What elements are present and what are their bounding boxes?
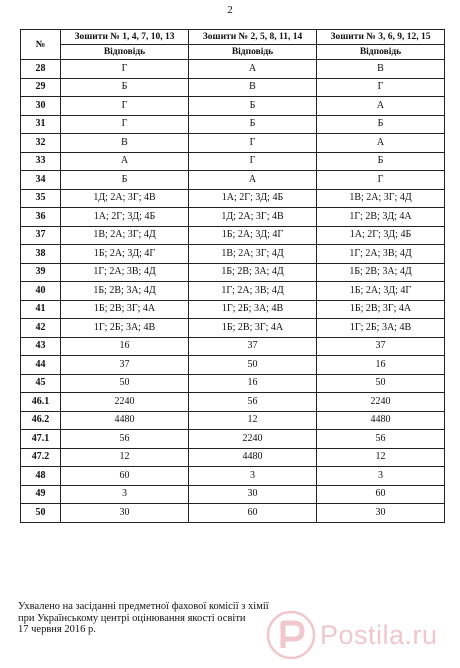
table-row [21, 134, 445, 153]
table-row [21, 263, 445, 282]
answer-cell-variant-3: В [317, 60, 445, 79]
question-number: 43 [21, 337, 61, 356]
table-row [21, 245, 445, 264]
question-number: 49 [21, 485, 61, 504]
table-subheader-row [21, 45, 445, 60]
table-row [21, 411, 445, 430]
answer-cell-variant-2: 37 [189, 337, 317, 356]
answer-cell-variant-2: А [189, 60, 317, 79]
table-row [21, 393, 445, 412]
answer-cell-variant-2: Г [189, 152, 317, 171]
header-variant-1: Зошити № 1, 4, 7, 10, 13 [61, 30, 189, 45]
answer-cell-variant-2: В [189, 78, 317, 97]
answer-cell-variant-1: 60 [61, 467, 189, 486]
table-row [21, 282, 445, 301]
question-number: 28 [21, 60, 61, 79]
answer-cell-variant-2: 1А; 2Г; 3Д; 4Б [189, 189, 317, 208]
postila-logo-icon [266, 610, 316, 660]
page-number: 2 [227, 4, 233, 16]
answer-cell-variant-3: Б [317, 152, 445, 171]
answer-cell-variant-2: Г [189, 134, 317, 153]
answer-cell-variant-1: Г [61, 115, 189, 134]
table-row [21, 78, 445, 97]
answer-cell-variant-2: 1Б; 2В; 3А; 4Д [189, 263, 317, 282]
answer-cell-variant-2: Б [189, 115, 317, 134]
table-row [21, 467, 445, 486]
answer-cell-variant-3: 3 [317, 467, 445, 486]
answer-cell-variant-3: Г [317, 171, 445, 190]
answer-cell-variant-1: 1Б; 2А; 3Д; 4Г [61, 245, 189, 264]
answer-cell-variant-1: 1Б; 2В; 3Г; 4А [61, 300, 189, 319]
question-number: 39 [21, 263, 61, 282]
approval-line-1: Ухвалено на засіданні предметної фахової комісії з хімії [18, 601, 269, 612]
answer-cell-variant-3: Б [317, 115, 445, 134]
answer-cell-variant-3: 50 [317, 374, 445, 393]
answer-cell-variant-3: 1Г; 2Б; 3А; 4В [317, 319, 445, 338]
answer-cell-variant-1: 1А; 2Г; 3Д; 4Б [61, 208, 189, 227]
answer-cell-variant-3: А [317, 97, 445, 116]
answer-cell-variant-1: 1Д; 2А; 3Г; 4В [61, 189, 189, 208]
question-number: 48 [21, 467, 61, 486]
answer-cell-variant-3: 4480 [317, 411, 445, 430]
question-number: 42 [21, 319, 61, 338]
subheader-answer: Відповідь [189, 45, 317, 60]
answer-cell-variant-2: 1В; 2А; 3Г; 4Д [189, 245, 317, 264]
table-row [21, 356, 445, 375]
answer-cell-variant-2: 30 [189, 485, 317, 504]
question-number: 46.2 [21, 411, 61, 430]
answer-cell-variant-2: 12 [189, 411, 317, 430]
question-number: 32 [21, 134, 61, 153]
answer-cell-variant-2: 1Б; 2А; 3Д; 4Г [189, 226, 317, 245]
answer-cell-variant-1: 2240 [61, 393, 189, 412]
answer-cell-variant-3: 12 [317, 448, 445, 467]
question-number: 40 [21, 282, 61, 301]
answer-key-table [20, 29, 445, 523]
table-row [21, 97, 445, 116]
answer-cell-variant-2: 50 [189, 356, 317, 375]
header-variant-3: Зошити № 3, 6, 9, 12, 15 [317, 30, 445, 45]
answer-cell-variant-2: 1Г; 2Б; 3А; 4В [189, 300, 317, 319]
answer-cell-variant-1: 12 [61, 448, 189, 467]
table-row [21, 374, 445, 393]
answer-cell-variant-2: 56 [189, 393, 317, 412]
question-number: 34 [21, 171, 61, 190]
question-number: 31 [21, 115, 61, 134]
answer-cell-variant-3: А [317, 134, 445, 153]
answer-cell-variant-2: 60 [189, 504, 317, 523]
answer-cell-variant-2: А [189, 171, 317, 190]
question-number: 36 [21, 208, 61, 227]
question-number: 35 [21, 189, 61, 208]
question-number: 29 [21, 78, 61, 97]
table-row [21, 115, 445, 134]
question-number: 37 [21, 226, 61, 245]
answer-cell-variant-3: 1Б; 2А; 3Д; 4Г [317, 282, 445, 301]
answer-cell-variant-1: 50 [61, 374, 189, 393]
watermark [266, 606, 448, 664]
answer-cell-variant-3: 1Б; 2В; 3А; 4Д [317, 263, 445, 282]
table-body [21, 60, 445, 523]
answer-cell-variant-3: 1Г; 2А; 3В; 4Д [317, 245, 445, 264]
answer-cell-variant-2: 3 [189, 467, 317, 486]
table-row [21, 430, 445, 449]
answer-cell-variant-1: 4480 [61, 411, 189, 430]
answer-cell-variant-1: 37 [61, 356, 189, 375]
question-number: 33 [21, 152, 61, 171]
answer-cell-variant-3: 37 [317, 337, 445, 356]
table-row [21, 60, 445, 79]
answer-cell-variant-2: Б [189, 97, 317, 116]
question-number: 38 [21, 245, 61, 264]
question-number: 44 [21, 356, 61, 375]
question-number: 46.1 [21, 393, 61, 412]
question-number: 50 [21, 504, 61, 523]
subheader-answer: Відповідь [317, 45, 445, 60]
answer-cell-variant-1: 16 [61, 337, 189, 356]
answer-cell-variant-2: 1Д; 2А; 3Г; 4В [189, 208, 317, 227]
answer-cell-variant-1: 1В; 2А; 3Г; 4Д [61, 226, 189, 245]
header-number: № [21, 30, 61, 60]
table-row [21, 504, 445, 523]
approval-date: 17 червня 2016 р. [18, 624, 96, 635]
watermark-text: Postila.ru [320, 619, 438, 650]
answer-cell-variant-3: 2240 [317, 393, 445, 412]
table-row [21, 171, 445, 190]
table-row [21, 485, 445, 504]
answer-cell-variant-1: А [61, 152, 189, 171]
table-row [21, 319, 445, 338]
approval-note [18, 601, 269, 636]
answer-cell-variant-2: 4480 [189, 448, 317, 467]
answer-cell-variant-3: 1Б; 2В; 3Г; 4А [317, 300, 445, 319]
answer-cell-variant-3: 1Г; 2В; 3Д; 4А [317, 208, 445, 227]
answer-cell-variant-1: В [61, 134, 189, 153]
answer-cell-variant-3: Г [317, 78, 445, 97]
question-number: 47.2 [21, 448, 61, 467]
answer-cell-variant-1: Б [61, 171, 189, 190]
question-number: 45 [21, 374, 61, 393]
table-row [21, 337, 445, 356]
answer-cell-variant-2: 1Б; 2В; 3Г; 4А [189, 319, 317, 338]
answer-cell-variant-3: 1В; 2А; 3Г; 4Д [317, 189, 445, 208]
subheader-answer: Відповідь [61, 45, 189, 60]
answer-cell-variant-3: 16 [317, 356, 445, 375]
header-variant-2: Зошити № 2, 5, 8, 11, 14 [189, 30, 317, 45]
answer-cell-variant-1: 1Г; 2А; 3В; 4Д [61, 263, 189, 282]
answer-cell-variant-2: 2240 [189, 430, 317, 449]
answer-cell-variant-2: 16 [189, 374, 317, 393]
table-row [21, 226, 445, 245]
question-number: 30 [21, 97, 61, 116]
answer-cell-variant-1: 1Г; 2Б; 3А; 4В [61, 319, 189, 338]
answer-cell-variant-1: Б [61, 78, 189, 97]
answer-cell-variant-3: 60 [317, 485, 445, 504]
answer-cell-variant-3: 1А; 2Г; 3Д; 4Б [317, 226, 445, 245]
table-row [21, 300, 445, 319]
question-number: 47.1 [21, 430, 61, 449]
answer-cell-variant-1: 1Б; 2В; 3А; 4Д [61, 282, 189, 301]
answer-cell-variant-1: Г [61, 60, 189, 79]
question-number: 41 [21, 300, 61, 319]
answer-cell-variant-3: 56 [317, 430, 445, 449]
answer-cell-variant-3: 30 [317, 504, 445, 523]
table-row [21, 152, 445, 171]
approval-line-2: при Українському центрі оцінювання якості освіти [18, 612, 246, 624]
table-row [21, 208, 445, 227]
table-header-row [21, 30, 445, 45]
answer-cell-variant-2: 1Г; 2А; 3В; 4Д [189, 282, 317, 301]
answer-cell-variant-1: 30 [61, 504, 189, 523]
table-row [21, 448, 445, 467]
answer-cell-variant-1: Г [61, 97, 189, 116]
table-row [21, 189, 445, 208]
answer-cell-variant-1: 3 [61, 485, 189, 504]
answer-cell-variant-1: 56 [61, 430, 189, 449]
